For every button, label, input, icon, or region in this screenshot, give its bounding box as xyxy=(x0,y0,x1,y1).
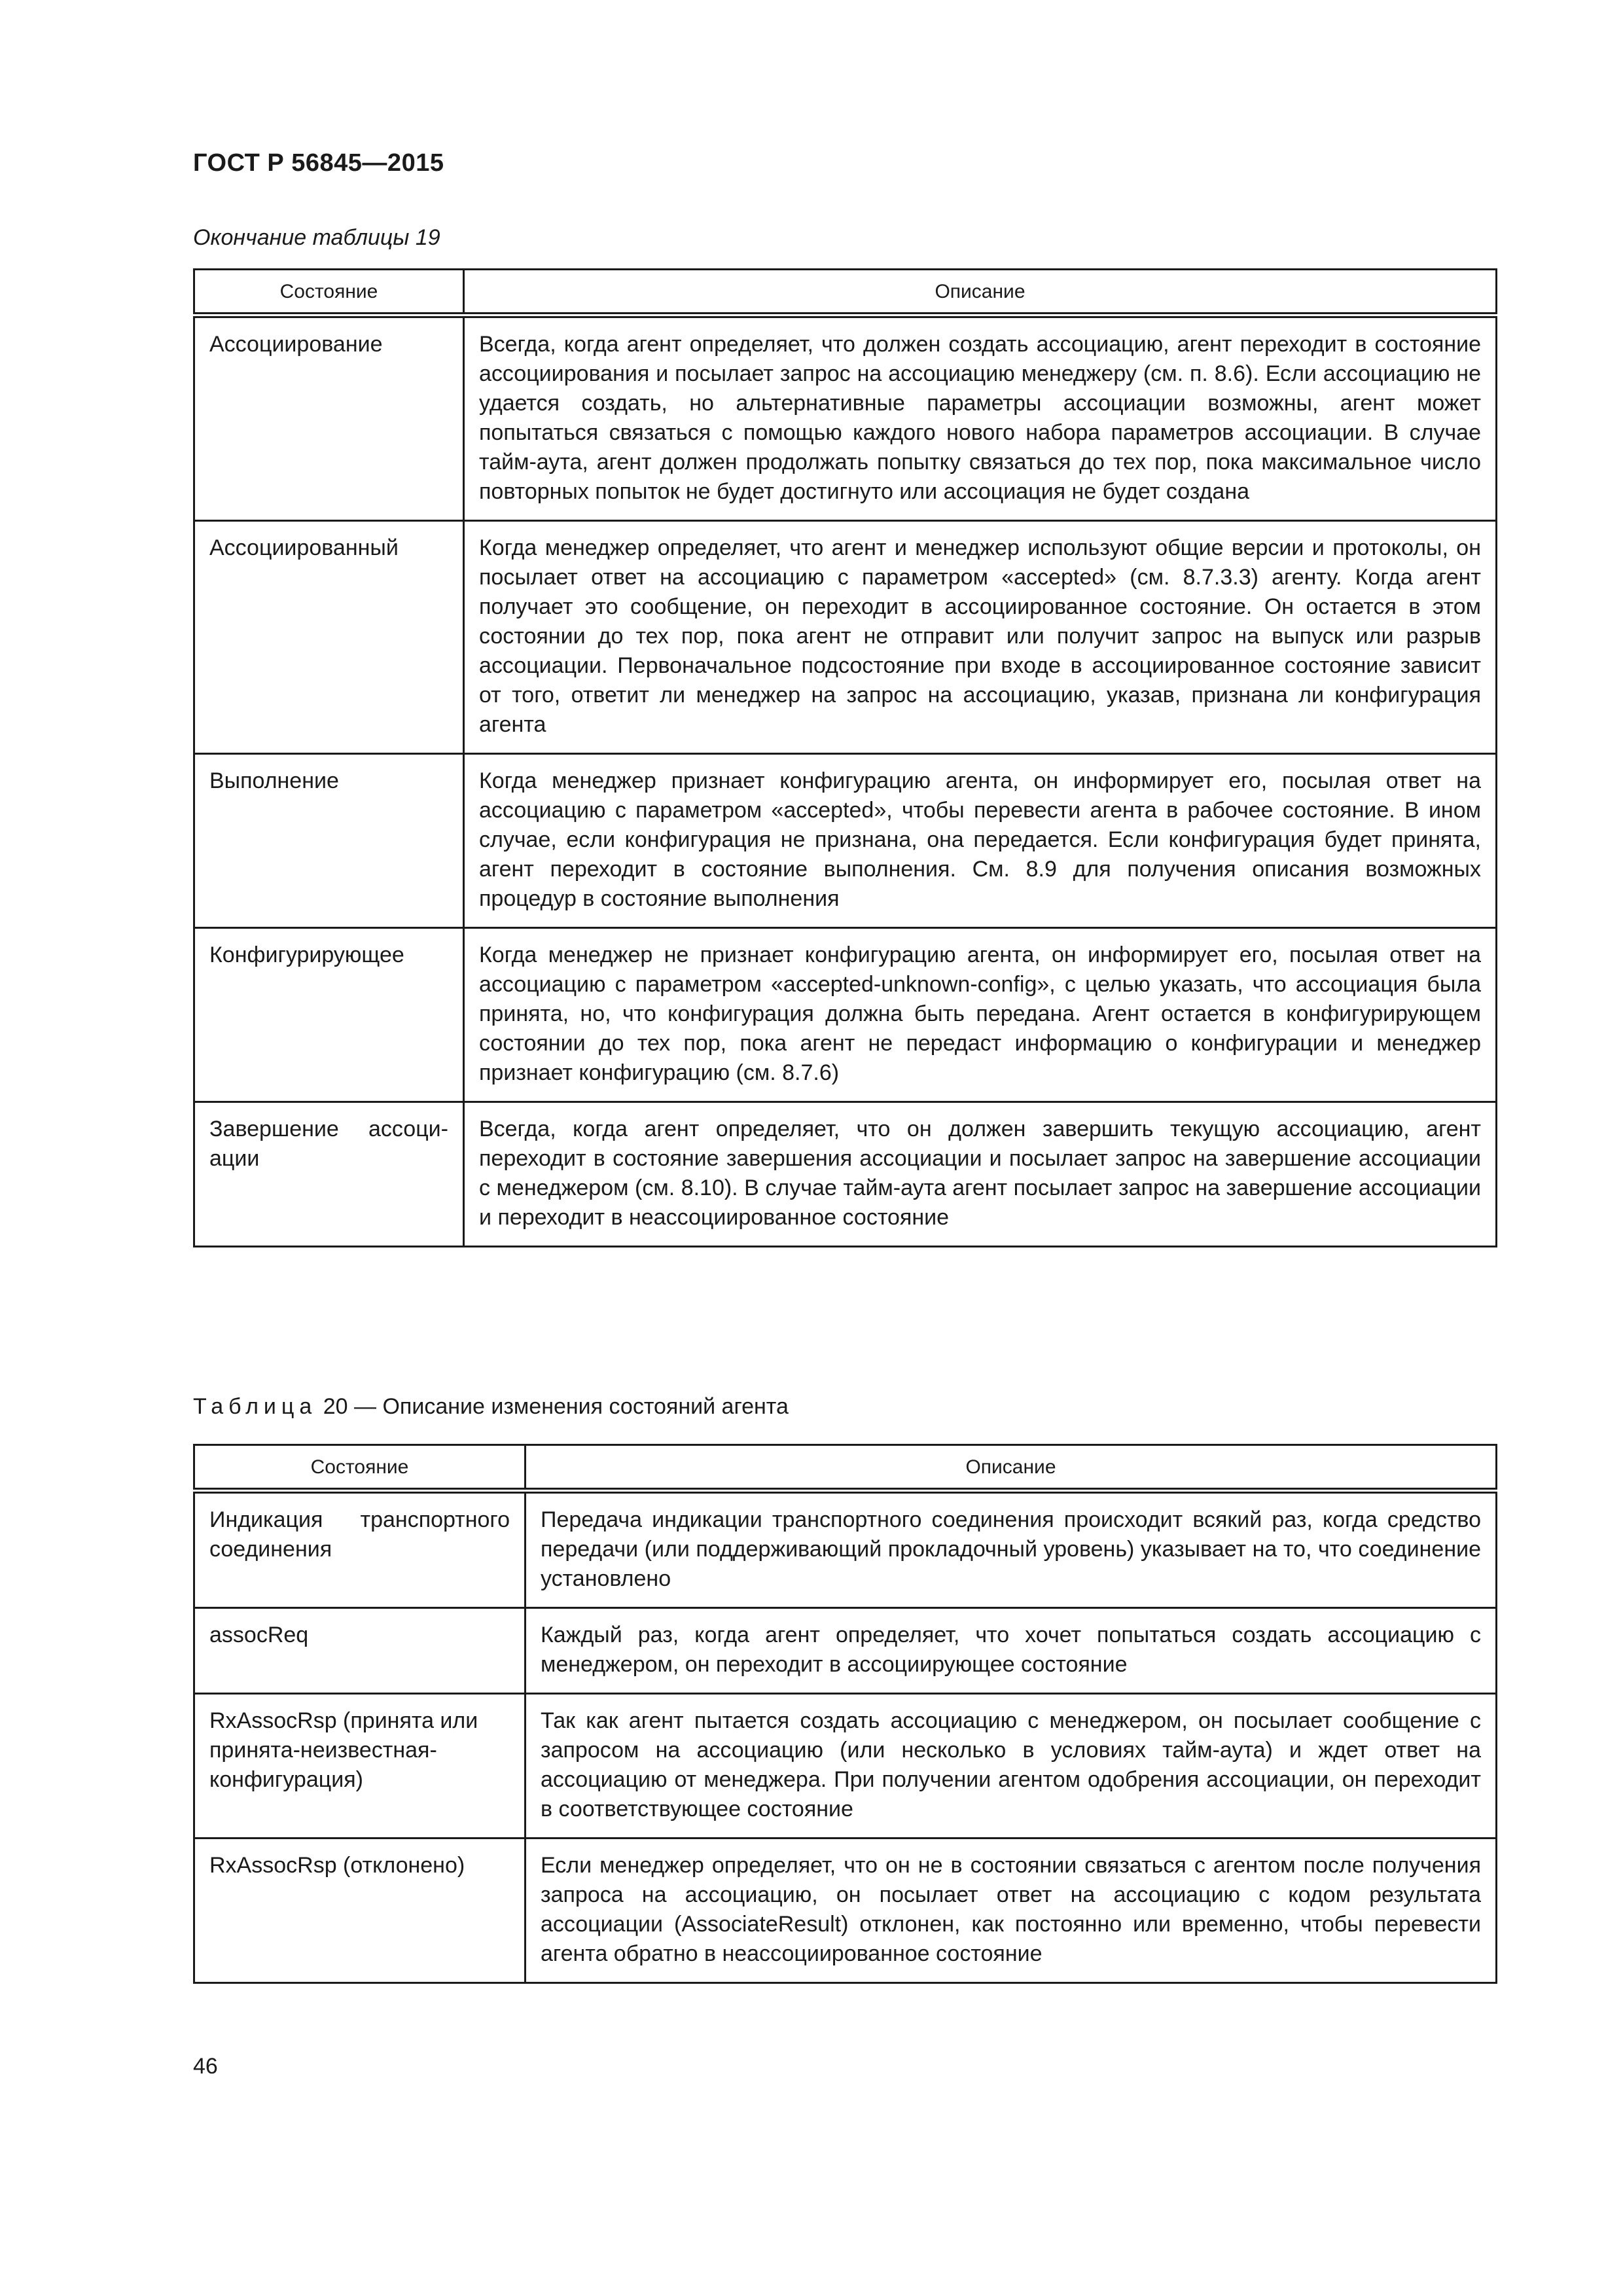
document-code: ГОСТ Р 56845—2015 xyxy=(193,149,444,177)
table-header-row xyxy=(194,270,1497,315)
table-20-caption-label: Таблица xyxy=(193,1394,317,1419)
description-cell: Всегда, когда агент определяет, что он должен завершить текущую ассоциацию, агент переходит в состояние завершения ассоциации и посылает запрос на завершение ассоциации с менеджером (см. 8.10). В случае тайм-аута агент посылает запрос на завершение ассоциации и переходит в неассоциированное состояние xyxy=(464,1102,1497,1247)
description-cell: Когда менеджер не признает конфигурацию агента, он информирует его, посылая ответ на ассоциацию с параметром «accepted-unknown-config», с целью указать, что ассоциация была принята, но, что конфигурация должна быть передана. Агент остается в конфигурирующем состоянии до тех пор, пока агент не передаст информацию о конфигурации и менеджер признает конфигурацию (см. 8.7.6) xyxy=(464,928,1497,1102)
table-19 xyxy=(193,268,1497,1247)
table-row xyxy=(194,928,1497,1102)
state-cell: Конфигурирующее xyxy=(194,928,464,1102)
description-cell: Если менеджер определяет, что он не в состоянии связаться с агентом после получения запроса на ассоциацию, он посылает ответ на ассоциацию с кодом результата ассоциации (AssociateResult) отклонен, как постоянно или временно, чтобы перевести агента обратно в неассоциированное состояние xyxy=(526,1839,1497,1983)
description-cell: Когда менеджер признает конфигурацию агента, он информирует его, посылая ответ на ассоциацию с параметром «accepted», чтобы перевести агента в рабочее состояние. В ином случае, если конфигурация не признана, она передается. Если конфигурация будет принята, агент переходит в состояние выполнения. См. 8.9 для получения описания возможных процедур в состояние выполнения xyxy=(464,754,1497,928)
state-cell: RxAssocRsp (принята или принята-неизвестная-конфигурация) xyxy=(194,1694,526,1839)
table-row xyxy=(194,521,1497,754)
page-number: 46 xyxy=(193,2054,218,2079)
table-row xyxy=(194,315,1497,521)
column-header-state: Состояние xyxy=(194,1445,526,1491)
column-header-description: Описание xyxy=(464,270,1497,315)
table-row xyxy=(194,754,1497,928)
table-row xyxy=(194,1839,1497,1983)
description-cell: Когда менеджер определяет, что агент и менеджер используют общие версии и протоколы, он посылает ответ на ассоциацию с параметром «accepted» (см. 8.7.3.3) агенту. Когда агент получает это сообщение, он переходит в ассоциированное состояние. Он остается в этом состоянии до тех пор, пока агент не отправит или получит запрос на выпуск или разрыв ассоциации. Первоначальное подсостояние при входе в ассоциированное состояние зависит от того, ответит ли менеджер на запрос на ассоциацию, указав, признана ли конфигурация агента xyxy=(464,521,1497,754)
table-row xyxy=(194,1608,1497,1694)
description-cell: Каждый раз, когда агент определяет, что хочет попытаться создать ассоциацию с менеджером, он переходит в ассоциирующее состояние xyxy=(526,1608,1497,1694)
description-cell: Всегда, когда агент определяет, что должен создать ассоциацию, агент переходит в состояние ассоциирования и посылает запрос на ассоциацию менеджеру (см. п. 8.6). Если ассоциацию не удается создать, но альтернативные параметры ассоциации возможны, агент может попытаться связаться с помощью каждого нового набора параметров ассоциации. В случае тайм-аута, агент должен продолжать попытку связаться до тех пор, пока максимальное число повторных попыток не будет достигнуто или ассоциация не будет создана xyxy=(464,315,1497,521)
table-header-row xyxy=(194,1445,1497,1491)
table-row xyxy=(194,1491,1497,1608)
table-19-continuation-caption: Окончание таблицы 19 xyxy=(193,225,440,250)
table-20 xyxy=(193,1444,1497,1984)
table-row xyxy=(194,1102,1497,1247)
description-cell: Так как агент пытается создать ассоциацию с менеджером, он посылает сообщение с запросом на ассоциацию (или несколько в условиях тайм-аута) и ждет ответ на ассоциацию от менеджера. При получении агентом одобрения ассоциации, он переходит в соответствующее состояние xyxy=(526,1694,1497,1839)
state-cell: Ассоциирование xyxy=(194,315,464,521)
state-cell: Ассоциированный xyxy=(194,521,464,754)
state-cell: RxAssocRsp (отклонено) xyxy=(194,1839,526,1983)
table-20-caption-text: 20 — Описание изменения состояний агента xyxy=(317,1394,789,1419)
description-cell: Передача индикации транспортного соединения происходит всякий раз, когда средство передачи (или поддерживающий прокладочный уровень) указывает на то, что соединение установлено xyxy=(526,1491,1497,1608)
column-header-description: Описание xyxy=(526,1445,1497,1491)
state-cell: assocReq xyxy=(194,1608,526,1694)
state-cell: Индикация транспортного соединения xyxy=(194,1491,526,1608)
state-cell: Выполнение xyxy=(194,754,464,928)
state-cell: Завершение ассоциации xyxy=(194,1102,464,1247)
column-header-state: Состояние xyxy=(194,270,464,315)
table-20-caption xyxy=(193,1394,789,1420)
table-row xyxy=(194,1694,1497,1839)
